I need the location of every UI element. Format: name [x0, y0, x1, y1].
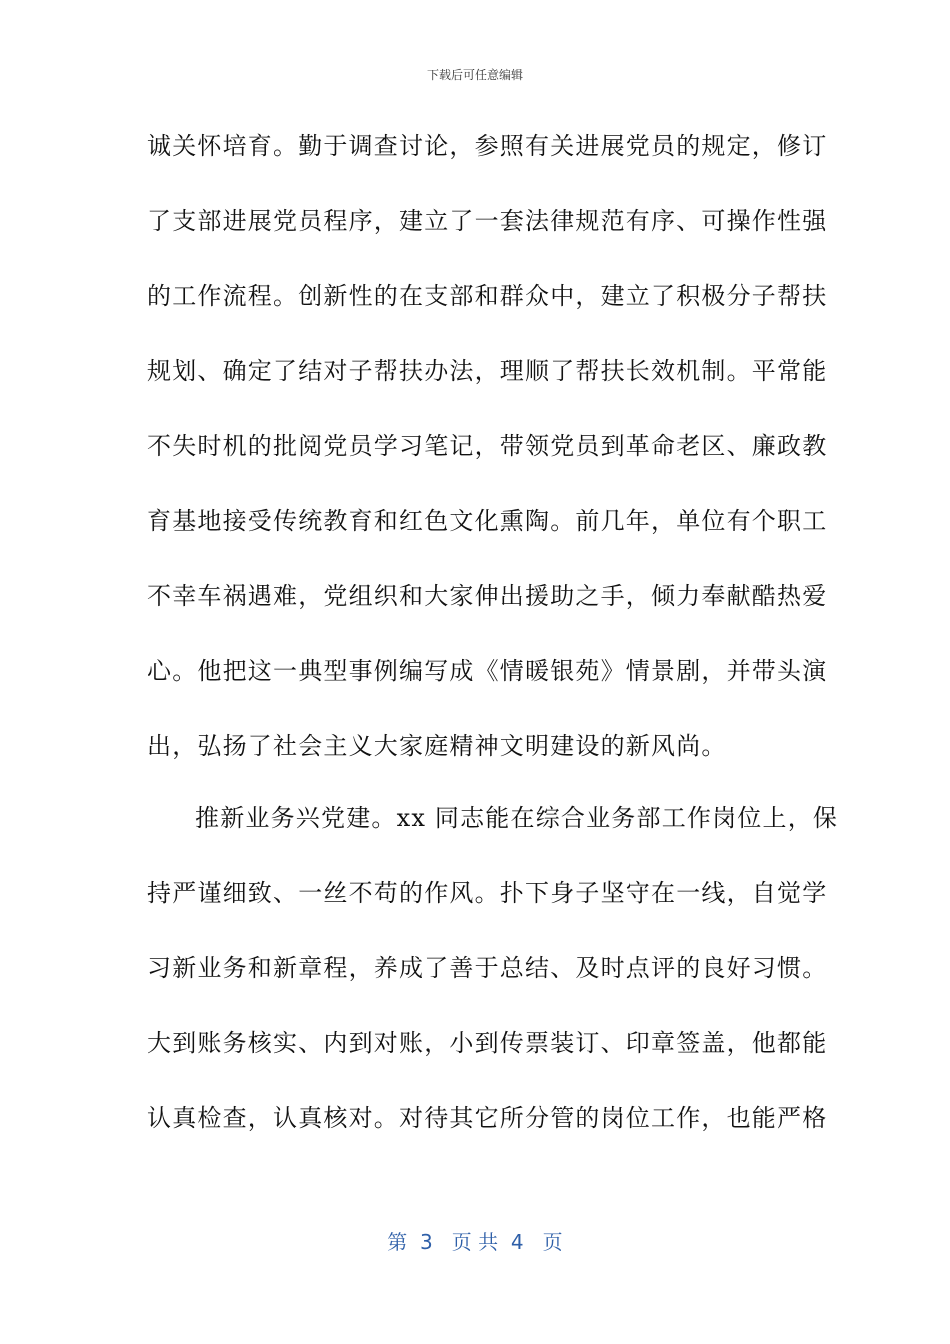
text-line: 心。他把这一典型事例编写成《情暖银苑》情景剧，并带头演	[147, 657, 828, 685]
text-line: 规划、确定了结对子帮扶办法，理顺了帮扶长效机制。平常能	[147, 357, 828, 385]
text-line: 的工作流程。创新性的在支部和群众中，建立了积极分子帮扶	[147, 282, 828, 310]
text-line: 推新业务兴党建。xx 同志能在综合业务部工作岗位上，保	[195, 804, 839, 832]
text-line: 不幸车祸遇难，党组织和大家伸出援助之手，倾力奉献酷热爱	[147, 582, 828, 610]
text-line: 出，弘扬了社会主义大家庭精神文明建设的新风尚。	[147, 732, 727, 760]
page-header: 下载后可任意编辑	[426, 68, 523, 82]
text-line: 了支部进展党员程序，建立了一套法律规范有序、可操作性强	[147, 207, 828, 235]
text-line: 大到账务核实、内到对账，小到传票装订、印章签盖，他都能	[147, 1029, 828, 1057]
text-line: 习新业务和新章程，养成了善于总结、及时点评的良好习惯。	[147, 954, 828, 982]
page-number-footer: 第 3 页 共 4 页	[387, 1230, 563, 1254]
text-line: 育基地接受传统教育和红色文化熏陶。前几年，单位有个职工	[147, 507, 828, 535]
text-line: 诚关怀培育。勤于调查讨论，参照有关进展党员的规定，修订	[147, 132, 828, 160]
text-line: 不失时机的批阅党员学习笔记，带领党员到革命老区、廉政教	[147, 432, 828, 460]
text-line: 持严谨细致、一丝不苟的作风。扑下身子坚守在一线，自觉学	[147, 879, 828, 907]
text-line: 认真检查，认真核对。对待其它所分管的岗位工作，也能严格	[147, 1104, 828, 1132]
